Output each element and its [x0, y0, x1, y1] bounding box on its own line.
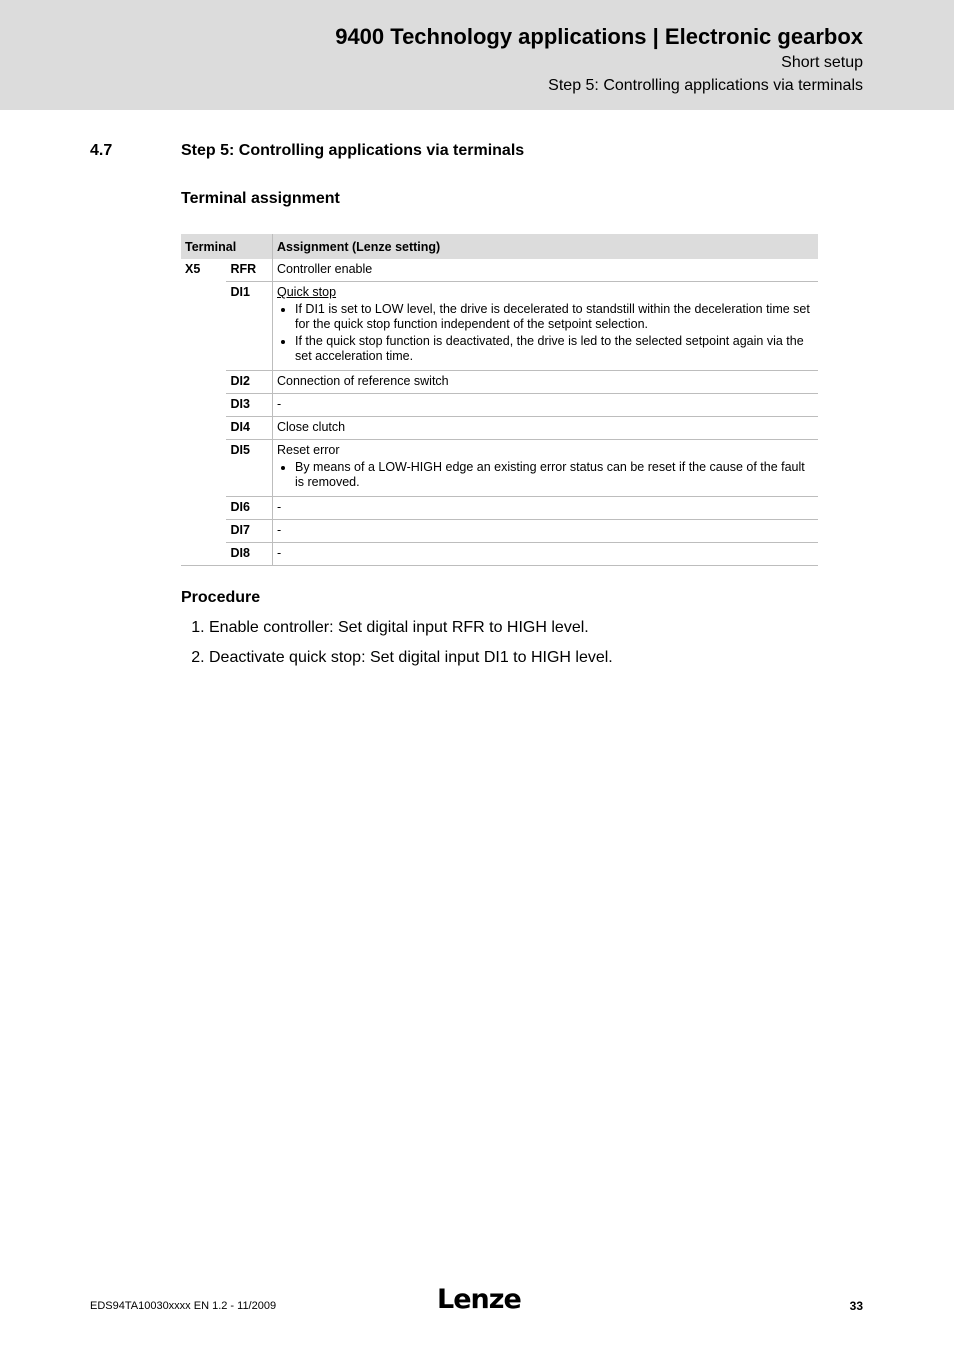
assignment-bullet: • If the quick stop function is deactivated, the drive is led to the selected setpoint again via the set acceleration time.: [295, 334, 814, 364]
assignment-cell: [273, 520, 819, 543]
assignment-text: -: [277, 523, 282, 537]
section-number: 4.7: [90, 142, 113, 159]
assignment-text: Connection of reference switch: [277, 374, 449, 388]
assignment-cell: [273, 394, 819, 417]
assignment-bullet-list: [277, 460, 814, 490]
assignment-text: -: [277, 500, 282, 514]
assignment-text: Reset error: [277, 443, 340, 457]
terminal-group-cell: [181, 543, 226, 566]
terminal-assignment-heading: Terminal assignment: [181, 190, 340, 207]
header-title: 9400 Technology applications | Electronic gearbox: [335, 24, 863, 49]
assignment-cell: [273, 371, 819, 394]
assignment-cell: [273, 497, 819, 520]
assignment-bullet: • By means of a LOW-HIGH edge an existing error status can be reset if the cause of the fault is removed.: [295, 460, 814, 490]
assignment-text: Close clutch: [277, 420, 346, 434]
table-row: [181, 417, 818, 440]
terminal-name-cell: DI5: [226, 440, 272, 497]
table-row: [181, 543, 818, 566]
assignment-cell: [273, 417, 819, 440]
lenze-logo: Lenze: [437, 1284, 521, 1315]
terminal-group-cell: [181, 394, 226, 417]
terminal-group-cell: [181, 440, 226, 497]
terminal-name-cell: DI7: [226, 520, 272, 543]
procedure-step: 2. Deactivate quick stop: Set digital input DI1 to HIGH level.: [209, 648, 613, 668]
table-row: [181, 371, 818, 394]
assignment-cell: [273, 440, 819, 497]
terminal-name-cell: DI6: [226, 497, 272, 520]
assignment-text: Quick stop: [277, 285, 337, 299]
table-row: [181, 440, 818, 497]
page-number: 33: [849, 1299, 863, 1313]
terminal-name-cell: DI4: [226, 417, 272, 440]
assignment-cell: [273, 259, 819, 282]
assignment-text: -: [277, 397, 282, 411]
assignment-cell: [273, 282, 819, 371]
terminal-group-cell: [181, 371, 226, 394]
assignment-bullet-list: [277, 302, 814, 364]
page-header: [0, 0, 954, 110]
terminal-name-cell: DI8: [226, 543, 272, 566]
terminal-group-cell: [181, 520, 226, 543]
terminal-name-cell: DI1: [226, 282, 272, 371]
table-row: [181, 259, 818, 282]
procedure-heading: Procedure: [181, 589, 261, 606]
terminal-name-cell: DI2: [226, 371, 272, 394]
column-header-assignment: Assignment (Lenze setting): [273, 234, 819, 259]
terminal-group-cell: [181, 417, 226, 440]
table-body: [181, 259, 818, 566]
terminal-assignment-table: [181, 234, 818, 566]
table-row: [181, 394, 818, 417]
assignment-bullet: • If DI1 is set to LOW level, the drive is decelerated to standstill within the deceleration time set for the quick stop function independent of the setpoint selection.: [295, 302, 814, 332]
terminal-name-cell: RFR: [226, 259, 272, 282]
table-header-row: [181, 234, 818, 259]
terminal-group-cell: [181, 282, 226, 371]
table-row: [181, 282, 818, 371]
header-subtitle: Short setup: [781, 54, 863, 71]
terminal-name-cell: DI3: [226, 394, 272, 417]
procedure-step: 1. Enable controller: Set digital input RFR to HIGH level.: [209, 618, 613, 638]
terminal-group-cell: [181, 497, 226, 520]
terminal-group-cell: X5: [185, 262, 201, 276]
column-header-terminal: Terminal: [181, 234, 273, 259]
assignment-cell: [273, 543, 819, 566]
section-title: Step 5: Controlling applications via terminals: [181, 142, 525, 159]
header-subtitle-step: Step 5: Controlling applications via terminals: [548, 77, 863, 94]
procedure-steps: [181, 618, 613, 678]
table-row: [181, 520, 818, 543]
footer-document-id: EDS94TA10030xxxx EN 1.2 - 11/2009: [90, 1300, 277, 1312]
assignment-text: -: [277, 546, 282, 560]
table-row: [181, 497, 818, 520]
assignment-text: Controller enable: [277, 262, 373, 276]
